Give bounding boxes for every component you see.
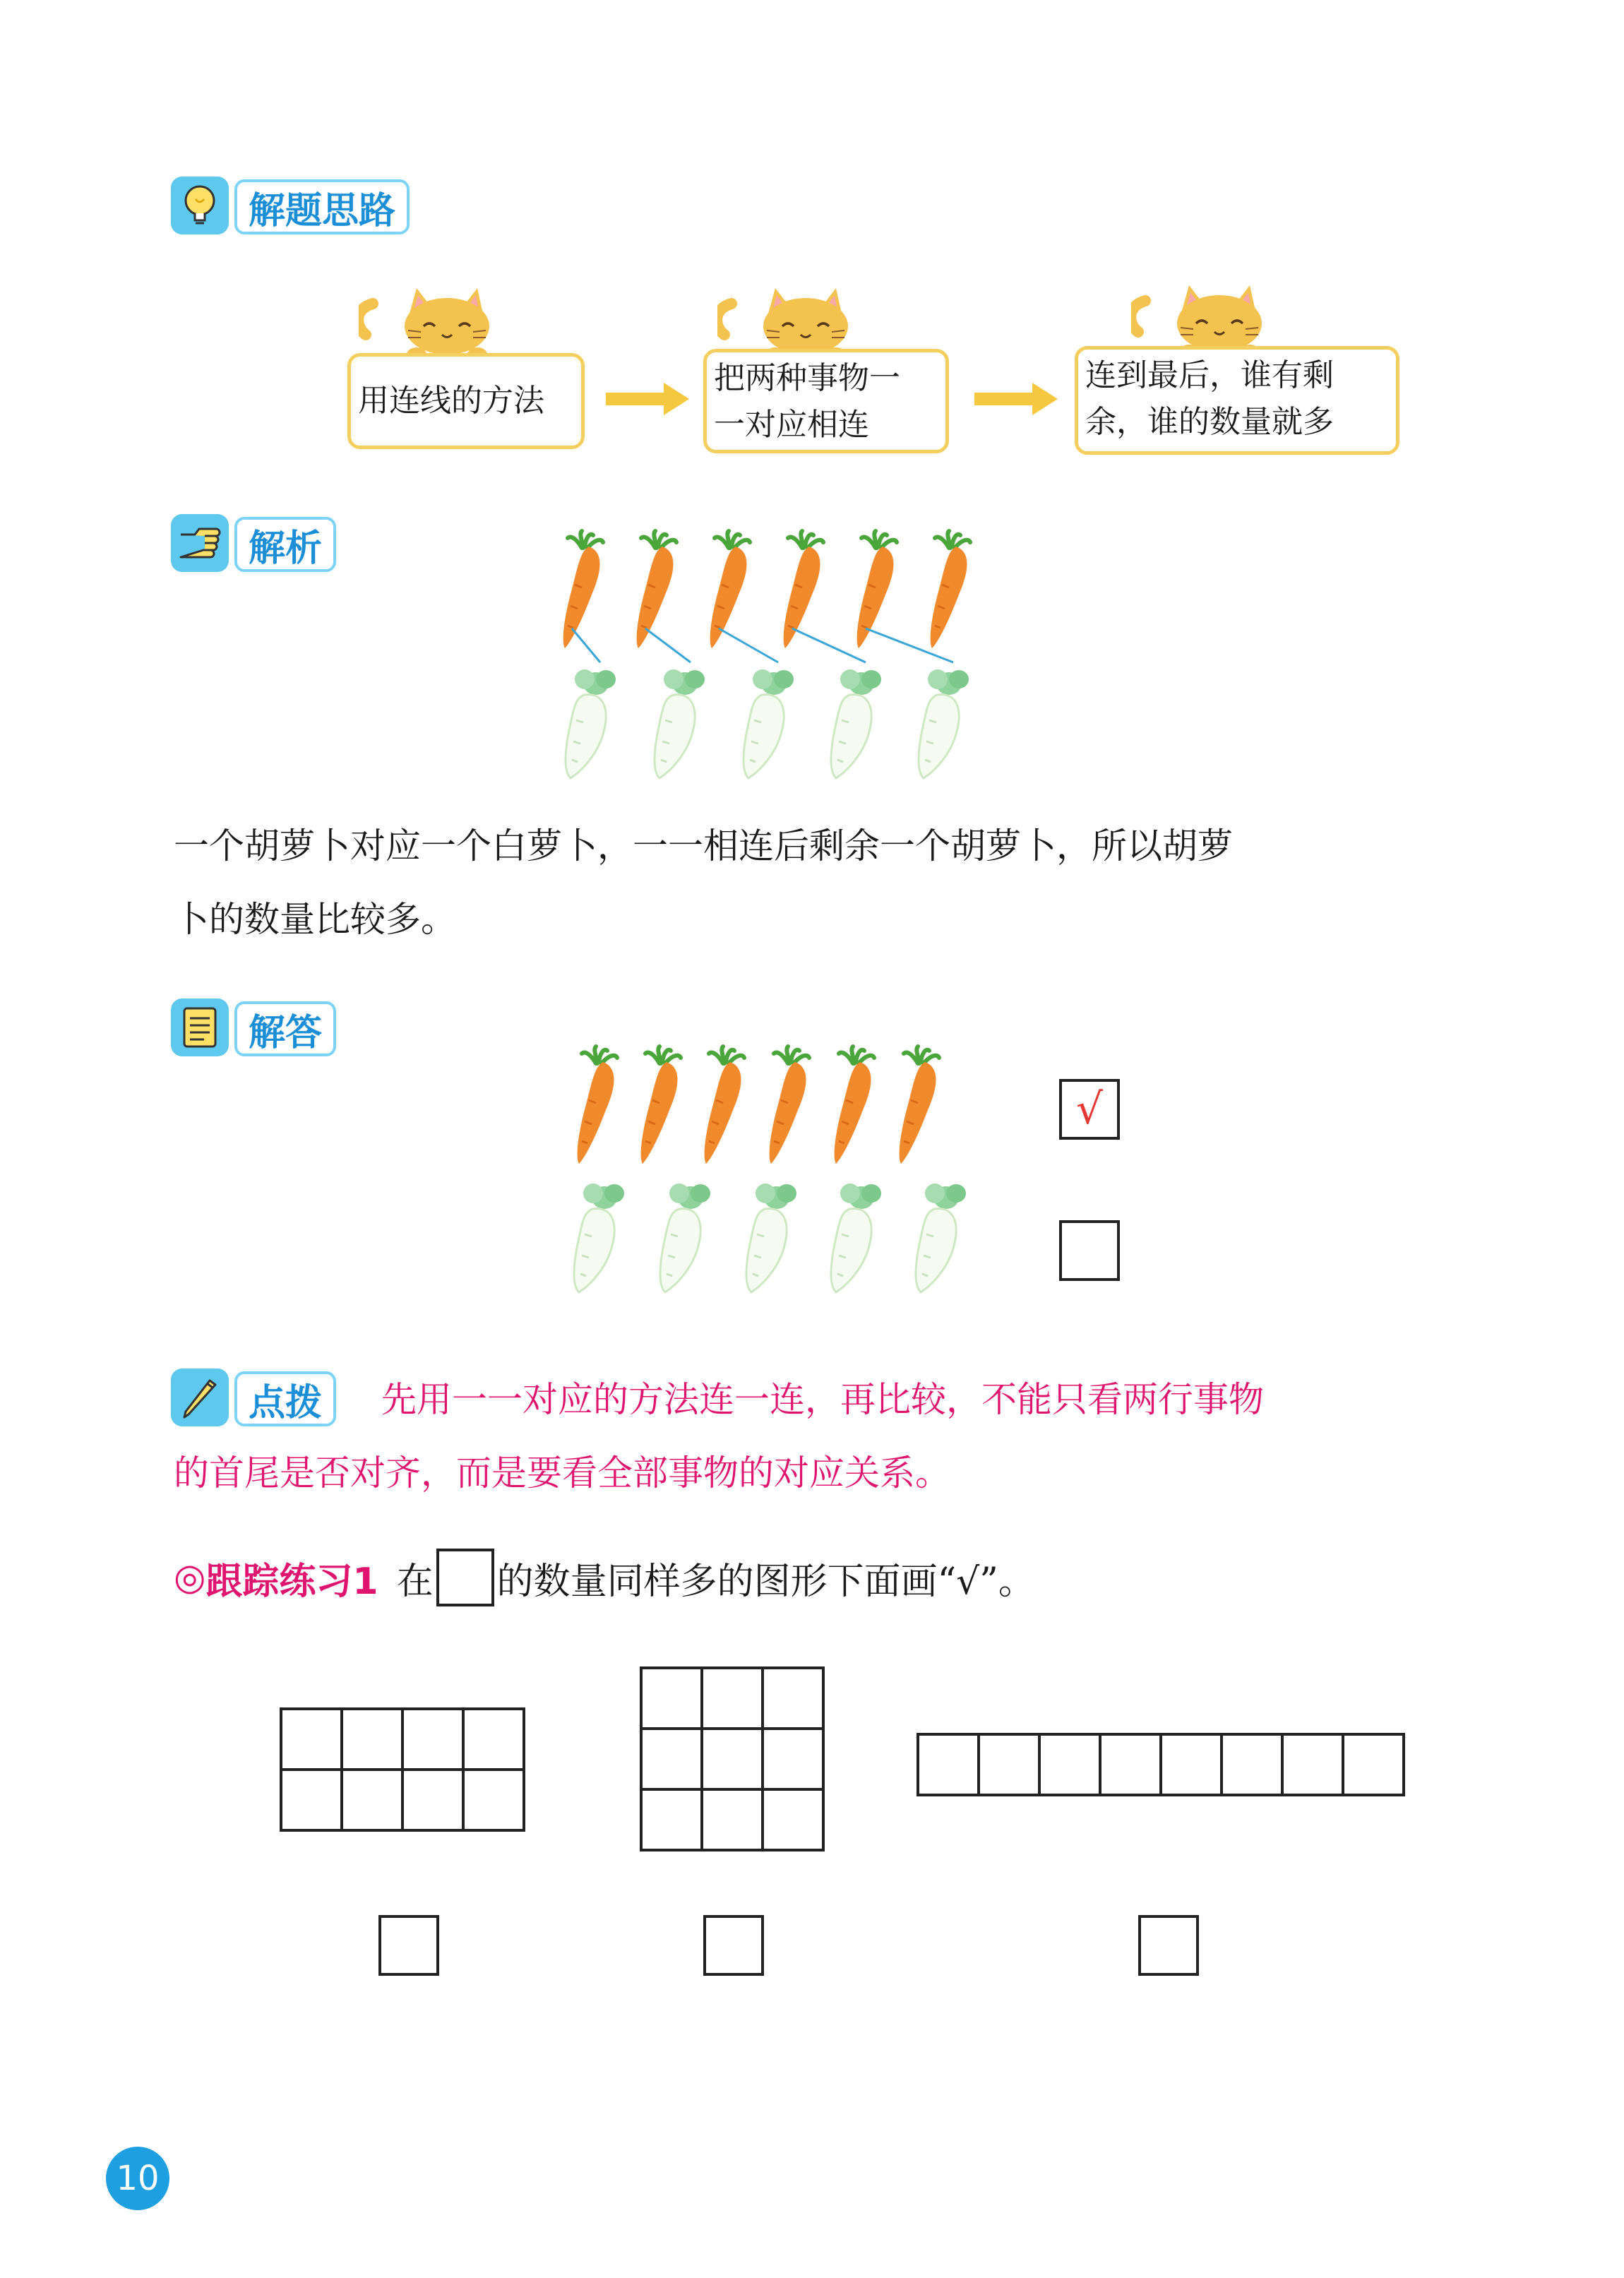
- analysis-text: [174, 809, 1233, 956]
- practice-label: 跟踪练习1: [205, 1560, 378, 1603]
- square-symbol: [436, 1549, 494, 1606]
- carrot-icon: [710, 531, 750, 648]
- page-number: 10: [106, 2147, 169, 2210]
- answer-box-grid-3x3[interactable]: [703, 1915, 764, 1976]
- radish-icon: [831, 1183, 881, 1292]
- section-title-analysis: 解析: [234, 517, 336, 572]
- practice-marker: ◎: [174, 1556, 206, 1599]
- flow-step-3: [1075, 346, 1399, 455]
- carrot-icon: [857, 531, 897, 648]
- carrot-icon: [770, 1046, 809, 1164]
- check-mark: √: [1075, 1085, 1104, 1134]
- carrot-row: [563, 531, 970, 648]
- flow-step-1-text: 用连线的方法: [358, 383, 544, 419]
- analysis-text-line1: 一个胡萝卜对应一个白萝卜，一一相连后剩余一个胡萝卜，所以胡萝: [174, 825, 1233, 866]
- radish-icon: [660, 1183, 710, 1292]
- section-title-thinking: 解题思路: [234, 179, 410, 234]
- flow-step-2: [703, 349, 949, 453]
- carrot-icon: [784, 531, 823, 648]
- carrot-icon: [900, 1046, 939, 1164]
- practice-suffix: 的数量同样多的图形下面画“√”。: [496, 1560, 1035, 1603]
- connection-lines: [572, 628, 953, 662]
- section-title-answer: 解答: [234, 1001, 336, 1056]
- carrot-icon: [637, 531, 676, 648]
- radish-icon: [574, 1183, 624, 1292]
- carrot-icon: [705, 1046, 744, 1164]
- answer-illustration: [565, 1038, 1017, 1306]
- flow-step-2-line1: 把两种事物一: [714, 360, 900, 396]
- carrot-icon: [578, 1046, 617, 1164]
- radish-answer-box[interactable]: [1059, 1220, 1120, 1281]
- shape-grid-4x2: [280, 1707, 525, 1832]
- carrot-icon: [563, 531, 603, 648]
- radish-icon: [746, 1183, 796, 1292]
- radish-icon: [916, 1183, 966, 1292]
- analysis-text-line2: 卜的数量比较多。: [174, 899, 456, 940]
- answer-box-grid-4x2[interactable]: [378, 1915, 439, 1976]
- section-title-tip: 点拨: [234, 1371, 336, 1426]
- answer-box-grid-8x1[interactable]: [1138, 1915, 1199, 1976]
- flow-step-1: [347, 353, 585, 449]
- radish-icon: [831, 669, 881, 778]
- radish-icon: [655, 669, 705, 778]
- analysis-illustration: [551, 523, 1010, 819]
- flow-step-3-line1: 连到最后，谁有剩: [1085, 357, 1334, 393]
- pointing-hand-icon: [171, 514, 229, 572]
- document-icon: [171, 998, 229, 1056]
- radish-icon: [744, 669, 794, 778]
- radish-icon: [919, 669, 969, 778]
- practice-line: [174, 1542, 1035, 1613]
- shape-grid-3x3: [640, 1666, 825, 1851]
- carrot-answer-box[interactable]: [1059, 1079, 1120, 1140]
- tip-text-line1: 先用一一对应的方法连一连，再比较，不能只看两行事物: [381, 1379, 1264, 1420]
- lightbulb-icon: [171, 177, 229, 234]
- radish-row: [574, 1183, 966, 1292]
- flow-step-2-line2: 一对应相连: [714, 407, 869, 443]
- flow-step-3-line2: 余，谁的数量就多: [1085, 404, 1334, 440]
- carrot-icon: [641, 1046, 681, 1164]
- arrow-right-icon: [606, 381, 691, 417]
- practice-prefix: 在: [396, 1560, 434, 1603]
- carrot-icon: [931, 531, 970, 648]
- radish-icon: [566, 669, 616, 778]
- shape-grid-8x1: [917, 1733, 1405, 1796]
- pencil-icon: [171, 1368, 229, 1426]
- arrow-right-icon: [974, 381, 1059, 417]
- radish-row: [566, 669, 969, 778]
- carrot-icon: [835, 1046, 874, 1164]
- tip-text-line2: 的首尾是否对齐，而是要看全部事物的对应关系。: [174, 1453, 950, 1493]
- carrot-row: [578, 1046, 939, 1164]
